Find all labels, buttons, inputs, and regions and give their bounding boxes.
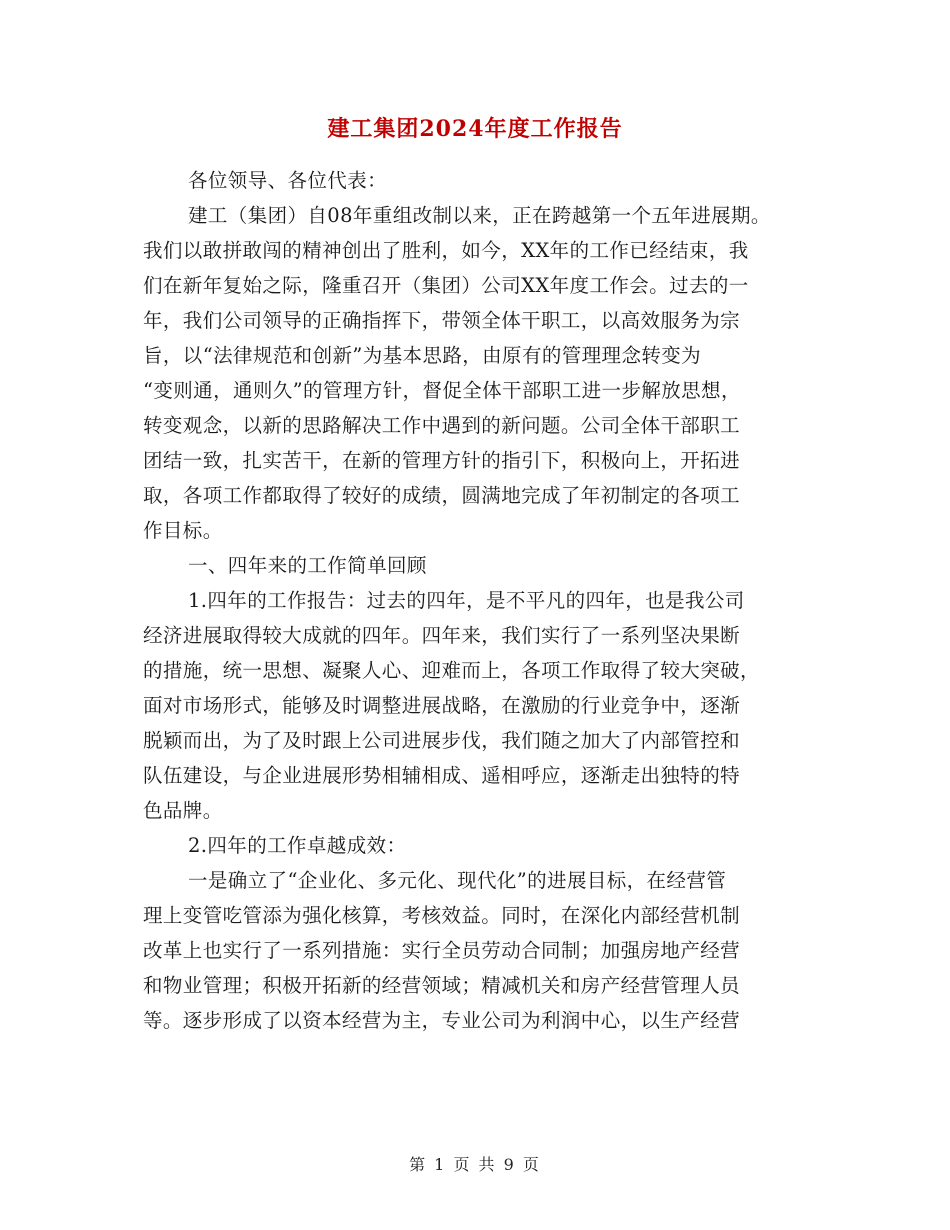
paragraph-line: 转变观念，以新的思路解决工作中遇到的新问题。公司全体干部职工 <box>143 414 741 437</box>
paragraph-line: 脱颖而出，为了及时跟上公司进展步伐，我们随之加大了内部管控和 <box>143 729 741 752</box>
document-title: 建工集团2024年度工作报告 <box>327 116 623 142</box>
paragraph-line: 队伍建设，与企业进展形势相辅相成、遥相呼应，逐渐走出独特的特 <box>143 764 741 787</box>
paragraph-line: 旨，以“法律规范和创新”为基本思路，由原有的管理理念转变为 <box>143 344 702 367</box>
paragraph-line: 经济进展取得较大成就的四年。四年来，我们实行了一系列坚决果断 <box>143 624 741 647</box>
paragraph-line: 一是确立了“企业化、多元化、现代化”的进展目标，在经营管 <box>188 869 727 892</box>
paragraph-line: 面对市场形式，能够及时调整进展战略，在激励的行业竞争中，逐渐 <box>143 694 741 717</box>
paragraph-line: 等。逐步形成了以资本经营为主，专业公司为利润中心，以生产经营 <box>143 1009 741 1032</box>
section-heading: 一、四年来的工作简单回顾 <box>188 554 427 577</box>
paragraph-line: 色品牌。 <box>143 799 223 822</box>
paragraph-line: 们在新年复始之际，隆重召开（集团）公司XX年度工作会。过去的一 <box>143 274 749 297</box>
paragraph-line: 建工（集团）自08年重组改制以来，正在跨越第一个五年进展期。 <box>188 204 771 227</box>
paragraph-line: 2.四年的工作卓越成效： <box>188 834 407 857</box>
paragraph-line: 作目标。 <box>143 519 223 542</box>
paragraph-line: 理上变管吃管添为强化核算，考核效益。同时，在深化内部经营机制 <box>143 904 741 927</box>
paragraph-line: 改革上也实行了一系列措施：实行全员劳动合同制；加强房地产经营 <box>143 939 741 962</box>
paragraph-line: 团结一致，扎实苦干，在新的管理方针的指引下，积极向上，开拓进 <box>143 449 741 472</box>
page-number-footer: 第 1 页 共 9 页 <box>409 1155 541 1174</box>
paragraph-line: 各位领导、各位代表： <box>188 169 388 192</box>
paragraph-line: “变则通，通则久”的管理方针，督促全体干部职工进一步解放思想， <box>143 379 741 402</box>
paragraph-line: 1.四年的工作报告：过去的四年，是不平凡的四年，也是我公司 <box>188 589 745 612</box>
paragraph-line: 和物业管理；积极开拓新的经营领域；精减机关和房产经营管理人员 <box>143 974 741 997</box>
paragraph-line: 取，各项工作都取得了较好的成绩，圆满地完成了年初制定的各项工 <box>143 484 741 507</box>
paragraph-line: 我们以敢拼敢闯的精神创出了胜利，如今，XX年的工作已经结束，我 <box>143 239 749 262</box>
paragraph-line: 的措施，统一思想、凝聚人心、迎难而上，各项工作取得了较大突破， <box>143 659 760 682</box>
paragraph-line: 年，我们公司领导的正确指挥下，带领全体干职工，以高效服务为宗 <box>143 309 741 332</box>
